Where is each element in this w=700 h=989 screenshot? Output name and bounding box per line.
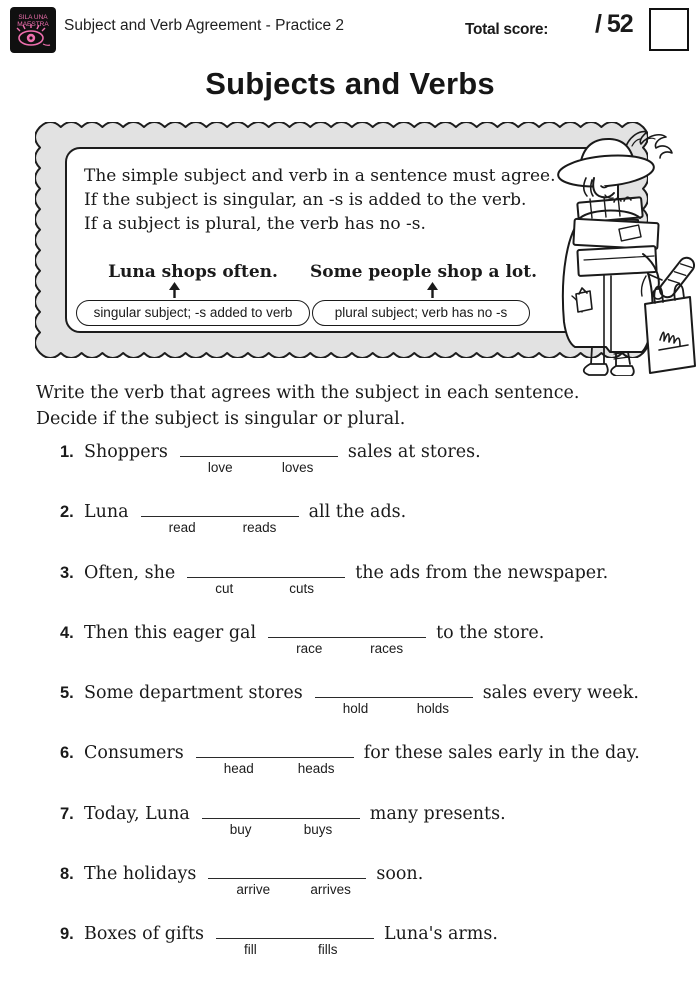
- word-choices: [180, 460, 338, 478]
- example-plural: [310, 262, 538, 320]
- choice-singular[interactable]: read: [168, 520, 196, 536]
- sentence-end: soon.: [376, 864, 424, 885]
- word-choices: [202, 822, 360, 840]
- sentence-start: The holidays: [84, 864, 197, 885]
- choice-plural[interactable]: races: [370, 640, 404, 656]
- choice-plural[interactable]: holds: [416, 701, 449, 717]
- exercise-item: [60, 682, 690, 742]
- example-singular: [76, 262, 310, 320]
- total-score-label: Total score:: [465, 21, 549, 38]
- directions-line-2: Decide if the subject is singular or plural.: [36, 409, 406, 429]
- sentence-start: Consumers: [84, 743, 184, 764]
- sentence-end: the ads from the newspaper.: [355, 562, 609, 583]
- choice-singular[interactable]: love: [207, 460, 233, 475]
- sentence-end: all the ads.: [308, 502, 407, 523]
- choice-plural[interactable]: buys: [303, 821, 333, 837]
- exercise-item: [60, 501, 690, 561]
- page-title: Subjects and Verbs: [205, 66, 495, 101]
- sentence-start: Some department stores: [84, 683, 303, 704]
- logo-text-line2: MAESTRA: [17, 21, 49, 28]
- logo-text-line1: SILA UNA: [18, 14, 48, 21]
- sentence-start: Boxes of gifts: [84, 924, 205, 945]
- sentence-end: to the store.: [436, 622, 545, 643]
- example-note: singular subject; -s added to verb: [76, 300, 310, 326]
- directions-line-1: Write the verb that agrees with the subject in each sentence.: [36, 383, 580, 403]
- publisher-logo: [10, 7, 56, 53]
- exercise-item: [60, 803, 690, 863]
- rule-line: The simple subject and verb in a sentence must agree.: [84, 166, 556, 186]
- directions: [36, 380, 579, 432]
- document-title: Subject and Verb Agreement - Practice 2: [64, 17, 345, 34]
- choice-singular[interactable]: head: [223, 761, 254, 777]
- arrow-up-icon: [426, 282, 439, 298]
- exercise-item: [60, 562, 690, 622]
- choice-plural[interactable]: loves: [281, 460, 314, 475]
- score-input-box[interactable]: [649, 8, 689, 51]
- exercise-item: [60, 863, 690, 923]
- word-choices: [216, 942, 374, 960]
- exercise-item: [60, 923, 690, 983]
- item-number: 9.: [60, 925, 74, 944]
- answer-blank[interactable]: [180, 441, 338, 475]
- choice-plural[interactable]: fills: [318, 942, 338, 958]
- choice-singular[interactable]: hold: [342, 701, 369, 717]
- shopper-illustration: [548, 126, 698, 376]
- sentence-end: Luna's arms.: [384, 924, 498, 945]
- examples: [66, 262, 618, 332]
- choice-plural[interactable]: cuts: [289, 580, 314, 596]
- rule-inner: [66, 148, 618, 332]
- choice-singular[interactable]: arrive: [236, 882, 271, 898]
- sentence-end: many presents.: [369, 803, 506, 824]
- word-choices: [268, 641, 426, 659]
- rule-line: If the subject is singular, an -s is added to the verb.: [84, 190, 527, 210]
- choice-plural[interactable]: heads: [297, 761, 335, 777]
- choice-singular[interactable]: cut: [215, 580, 234, 596]
- sentence-start: Shoppers: [84, 442, 168, 462]
- exercise-item: [60, 622, 690, 682]
- rule-text: [84, 164, 556, 236]
- answer-blank[interactable]: [216, 923, 374, 958]
- word-choices: [141, 520, 299, 538]
- eye-icon: [10, 7, 56, 53]
- item-number: 5.: [60, 684, 74, 703]
- item-number: 2.: [60, 503, 74, 522]
- sentence-start: Often, she: [84, 562, 176, 583]
- exercise-item: [60, 742, 690, 802]
- choice-plural[interactable]: reads: [242, 520, 277, 536]
- choice-singular[interactable]: fill: [244, 942, 257, 958]
- answer-blank[interactable]: [268, 622, 426, 656]
- example-sentence: Luna shops often.: [108, 262, 278, 282]
- sentence-end: sales at stores.: [347, 442, 481, 462]
- sentence-end: sales every week.: [482, 683, 639, 704]
- word-choices: [187, 581, 345, 599]
- answer-blank[interactable]: [208, 863, 366, 898]
- choice-singular[interactable]: buy: [229, 821, 252, 837]
- word-choices: [315, 701, 473, 719]
- arrow-up-icon: [168, 282, 181, 298]
- answer-blank[interactable]: [196, 742, 354, 777]
- answer-blank[interactable]: [315, 682, 473, 717]
- word-choices: [196, 761, 354, 779]
- answer-blank[interactable]: [141, 501, 299, 536]
- answer-blank[interactable]: [187, 562, 345, 596]
- sentence-start: Luna: [84, 502, 129, 523]
- rule-line: If a subject is plural, the verb has no -s.: [84, 214, 426, 234]
- total-score-value: / 52: [595, 10, 633, 38]
- choice-singular[interactable]: race: [296, 640, 323, 656]
- sentence-start: Today, Luna: [84, 803, 190, 824]
- items-list: [60, 441, 690, 984]
- example-note: plural subject; verb has no -s: [312, 300, 530, 326]
- example-sentence: Some people shop a lot.: [310, 262, 538, 282]
- item-number: 1.: [60, 443, 74, 461]
- item-number: 7.: [60, 804, 74, 823]
- item-number: 6.: [60, 744, 74, 763]
- item-number: 3.: [60, 563, 74, 582]
- sentence-end: for these sales early in the day.: [363, 743, 640, 764]
- exercise-item: [60, 441, 690, 501]
- item-number: 8.: [60, 865, 74, 884]
- item-number: 4.: [60, 623, 74, 642]
- word-choices: [208, 882, 366, 900]
- choice-plural[interactable]: arrives: [310, 882, 351, 898]
- sentence-start: Then this eager gal: [84, 622, 257, 643]
- answer-blank[interactable]: [202, 803, 360, 837]
